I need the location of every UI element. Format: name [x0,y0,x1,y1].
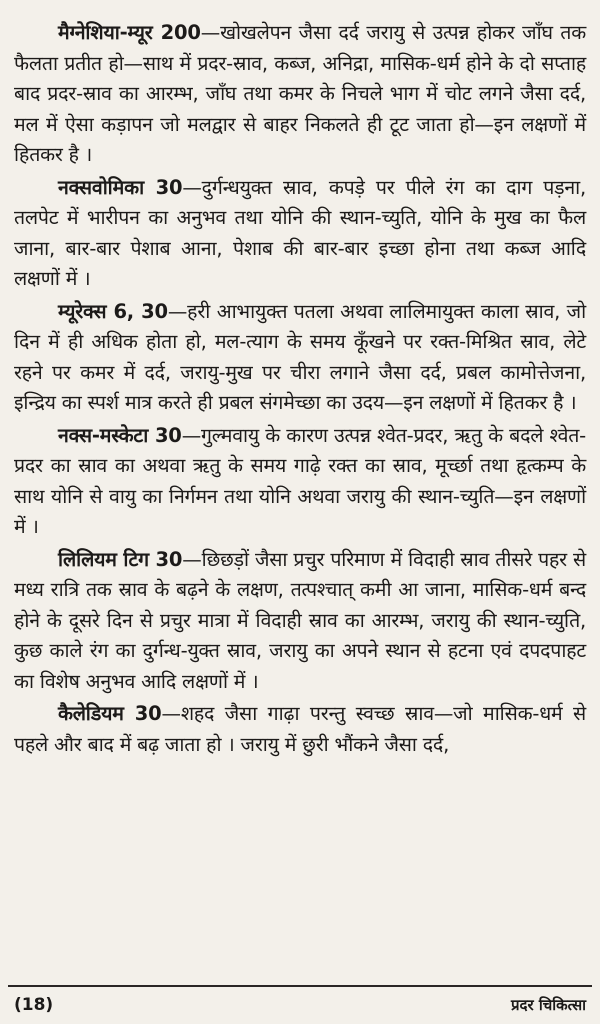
remedy-description: —छिछड़ों जैसा प्रचुर परिमाण में विदाही स्राव तीसरे पहर से मध्य रात्रि तक स्राव के बढ़ने के लक्षण, तत्पश्चात् कमी आ जाना, मासिक-धर्म बन्द होने के दूसरे दिन से प्रचुर मात्रा में विदाही स्राव का आरम्भ, जरायु की स्थान-च्युति, कुछ काले रंग का दुर्गन्ध-युक्त स्राव, जरायु का अपने स्थान से हटना एवं दपदपाहट का विशेष अनुभव आदि लक्षणों में । [14,547,586,693]
remedy-paragraph-magnesia-mur [14,18,586,171]
remedy-paragraph-nux-vomica [14,173,586,295]
remedy-paragraph-nux-moschata [14,421,586,543]
remedy-name: लिलियम टिग 30 [58,547,183,571]
remedy-name: म्यूरेक्स 6, 30 [58,299,168,323]
remedy-description: —खोखलेपन जैसा दर्द जरायु से उत्पन्न होकर जाँघ तक फैलता प्रतीत हो—साथ में प्रदर-स्राव, कब्ज, अनिद्रा, मासिक-धर्म होने के दो सप्ताह बाद प्रदर-स्राव का आरम्भ, जाँघ तथा कमर के निचले भाग में चोट लगने जैसा दर्द, मल में ऐसा कड़ापन जो मलद्वार से बाहर निकलते ही टूट जाता हो—इन लक्षणों में हितकर है । [14,21,586,166]
footer-divider [8,985,592,987]
remedy-paragraph-lilium-tig [14,545,586,698]
remedy-name: कैलेडियम 30 [58,702,162,725]
remedy-paragraph-murex [14,297,586,419]
remedy-name: नक्स-मस्केटा 30 [58,423,182,447]
remedy-description: —शहद जैसा गाढ़ा परन्तु स्वच्छ स्राव—जो मासिक-धर्म से पहले और बाद में बढ़ जाता हो । जरायु में छुरी भौंकने जैसा दर्द, [14,702,587,756]
page-footer [14,993,586,1017]
remedy-description: —गुल्मवायु के कारण उत्पन्न श्वेत-प्रदर, ऋतु के बदले श्वेत-प्रदर का स्राव का अथवा ऋतु के समय गाढ़े रक्त का स्राव, मूर्च्छा तथा हृत्कम्प के साथ योनि से वायु का निर्गमन तथा योनि अथवा जरायु की स्थान-च्युति—इन लक्षणों में । [14,423,586,538]
remedy-name: मैग्नेशिया-म्यूर 200 [58,21,201,44]
running-title: प्रदर चिकित्सा [511,996,586,1014]
remedy-description: —हरी आभायुक्त पतला अथवा लालिमायुक्त काला स्राव, जो दिन में ही अधिक होता हो, मल-त्याग के समय कूँखने पर रक्त-मिश्रित स्राव, लेटे रहने पर कमर में दर्द, जरायु-मुख पर चीरा लगाने जैसा दर्द, प्रबल कामोत्तेजना, इन्द्रिय का स्पर्श मात्र करते ही प्रबल संगमेच्छा का उदय—इन लक्षणों में हितकर है । [14,299,586,414]
remedy-description: —दुर्गन्धयुक्त स्राव, कपड़े पर पीले रंग का दाग पड़ना, तलपेट में भारीपन का अनुभव तथा योनि की स्थान-च्युति, योनि के मुख का फैल जाना, बार-बार पेशाब आना, पेशाब की बार-बार इच्छा होना तथा कब्ज आदि लक्षणों में । [14,175,586,290]
page-number: (18) [14,995,54,1015]
remedy-name: नक्सवोमिका 30 [58,175,183,199]
remedy-paragraph-caladium [14,699,586,760]
